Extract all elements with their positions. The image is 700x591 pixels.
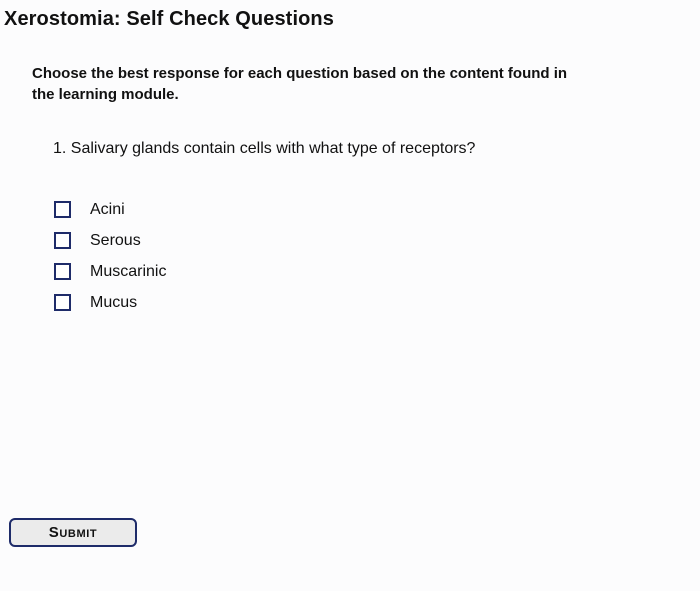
answer-label: Muscarinic	[90, 262, 167, 280]
answer-checkbox-muscarinic[interactable]	[54, 263, 71, 280]
question-text: 1. Salivary glands contain cells with what type of receptors?	[53, 140, 476, 157]
answer-option-muscarinic[interactable]	[54, 256, 274, 287]
submit-button[interactable]: Submit	[9, 518, 137, 547]
answer-label: Acini	[90, 200, 125, 218]
page-title: Xerostomia: Self Check Questions	[4, 8, 334, 30]
answer-options	[54, 194, 274, 318]
instructions-text: Choose the best response for each question based on the content found in the learning module.	[32, 65, 568, 103]
answer-checkbox-acini[interactable]	[54, 201, 71, 218]
answer-label: Serous	[90, 231, 141, 249]
answer-option-serous[interactable]	[54, 225, 274, 256]
answer-option-mucus[interactable]	[54, 287, 274, 318]
answer-checkbox-mucus[interactable]	[54, 294, 71, 311]
answer-checkbox-serous[interactable]	[54, 232, 71, 249]
answer-label: Mucus	[90, 293, 138, 311]
answer-option-acini[interactable]	[54, 194, 274, 225]
